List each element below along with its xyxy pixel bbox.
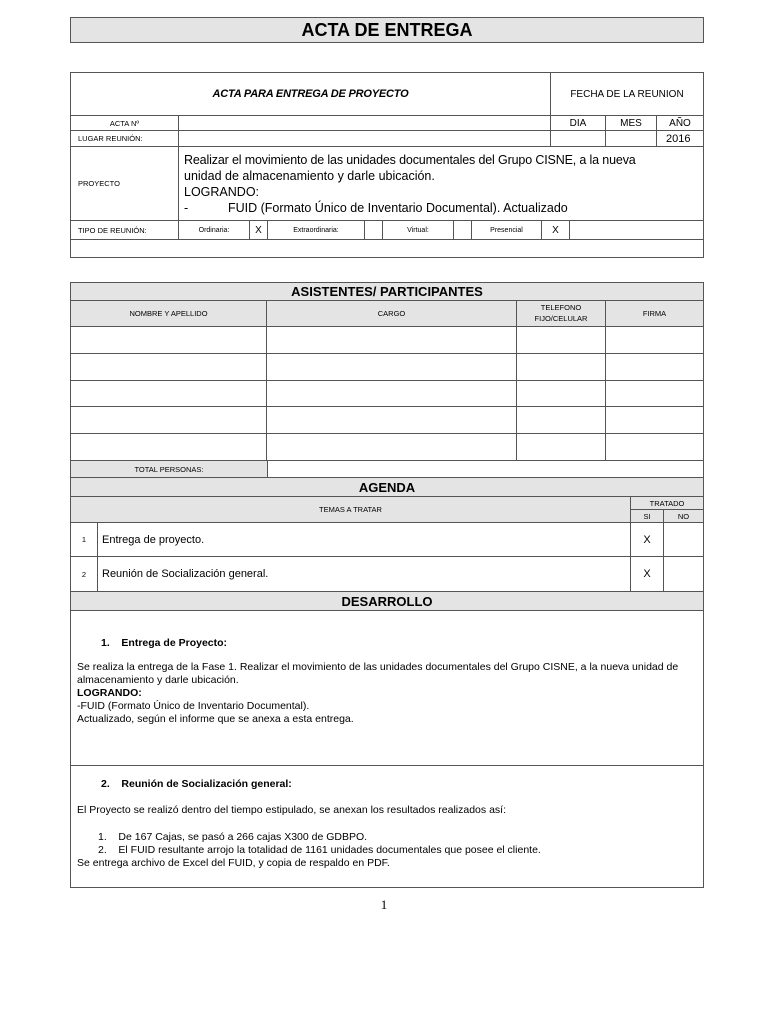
tipo-label: TIPO DE REUNIÓN: xyxy=(78,225,147,235)
mes-label: MES xyxy=(620,117,642,129)
agenda-item-no[interactable] xyxy=(664,523,703,556)
col-firma: FIRMA xyxy=(642,309,667,318)
s1-paragraph: -FUID (Formato Único de Inventario Documental). xyxy=(77,700,310,712)
fecha-label: FECHA DE LA REUNION xyxy=(570,88,684,100)
dash: - xyxy=(184,201,189,215)
s2-list-item: 1. De 167 Cajas, se pasó a 266 cajas X300 de GDBPO. xyxy=(98,831,368,843)
col-temas: TEMAS A TRATAR xyxy=(319,505,382,514)
ano-label: AÑO xyxy=(669,117,691,129)
s2-list-item: 2. El FUID resultante arrojo la totalidad de 1161 unidades documentales que posee el cliente. xyxy=(98,844,541,856)
desarrollo-title: DESARROLLO xyxy=(70,591,704,611)
asistentes-title: ASISTENTES/ PARTICIPANTES xyxy=(70,282,704,301)
ordinaria-checkbox[interactable]: X xyxy=(255,224,262,236)
s2-heading: 2. Reunión de Socialización general: xyxy=(101,778,292,790)
s1-body xyxy=(77,661,697,726)
fuid-text: FUID (Formato Único de Inventario Documental). Actualizado xyxy=(228,201,568,215)
s1-heading: 1. Entrega de Proyecto: xyxy=(101,637,228,649)
ordinaria-label: Ordinaria: xyxy=(198,226,230,234)
col-no: NO xyxy=(677,511,690,521)
proyecto-line: unidad de almacenamiento y darle ubicación. xyxy=(184,169,435,183)
total-personas-label: TOTAL PERSONAS: xyxy=(70,460,268,478)
col-tratado: TRATADO xyxy=(649,498,685,508)
col-nombre: NOMBRE Y APELLIDO xyxy=(129,309,208,318)
s2-list xyxy=(77,831,697,870)
document-title: ACTA DE ENTREGA xyxy=(70,17,704,43)
agenda-item-si[interactable]: X xyxy=(643,533,651,546)
proyecto-line: Realizar el movimiento de las unidades documentales del Grupo CISNE, a la nueva xyxy=(184,153,636,167)
lugar-label: LUGAR REUNIÓN: xyxy=(78,134,143,143)
virtual-label: Virtual: xyxy=(407,226,429,234)
col-cargo: CARGO xyxy=(377,309,406,318)
col-telefono-line1: TELEFONO xyxy=(540,303,582,312)
agenda-title: AGENDA xyxy=(70,477,704,497)
proyecto-label: PROYECTO xyxy=(78,179,120,188)
total-personas-value[interactable] xyxy=(267,460,704,478)
presencial-checkbox[interactable]: X xyxy=(552,224,559,236)
page-number: 1 xyxy=(380,897,388,912)
s1-paragraph: Actualizado, según el informe que se anexa a esta entrega. xyxy=(77,713,354,725)
dia-label: DIA xyxy=(569,117,587,129)
agenda-item-si[interactable]: X xyxy=(643,568,651,580)
col-si: SI xyxy=(643,511,651,521)
ano-value: 2016 xyxy=(666,132,691,145)
col-telefono-line2: FIJO/CELULAR xyxy=(534,314,588,323)
col-telefono xyxy=(517,302,605,326)
s1-logrando: LOGRANDO: xyxy=(77,687,142,699)
agenda-item-tema: Entrega de proyecto. xyxy=(102,533,205,546)
agenda-item-number: 2 xyxy=(81,569,87,579)
virtual-checkbox[interactable] xyxy=(454,221,471,239)
agenda-item-number: 1 xyxy=(81,535,87,544)
extraordinaria-label: Extraordinaria: xyxy=(293,226,339,234)
proyecto-line xyxy=(184,200,702,216)
extraordinaria-checkbox[interactable] xyxy=(365,221,382,239)
agenda-item-no[interactable] xyxy=(664,557,703,591)
acta-title: ACTA PARA ENTREGA DE PROYECTO xyxy=(212,88,409,100)
s1-paragraph: Se realiza la entrega de la Fase 1. Realizar el movimiento de las unidades documentales del Grupo CISNE, a la nueva unidad de almacenamiento y darle ubicación. xyxy=(77,661,679,686)
agenda-item-tema: Reunión de Socialización general. xyxy=(102,568,269,580)
acta-no-label: ACTA Nº xyxy=(109,118,140,128)
s2-paragraph: Se entrega archivo de Excel del FUID, y copia de respaldo en PDF. xyxy=(77,857,390,869)
presencial-label: Presencial xyxy=(490,226,523,234)
proyecto-description xyxy=(184,152,702,216)
s2-paragraph: El Proyecto se realizó dentro del tiempo estipulado, se anexan los resultados realizados así: xyxy=(77,804,506,816)
proyecto-line: LOGRANDO: xyxy=(184,185,260,199)
